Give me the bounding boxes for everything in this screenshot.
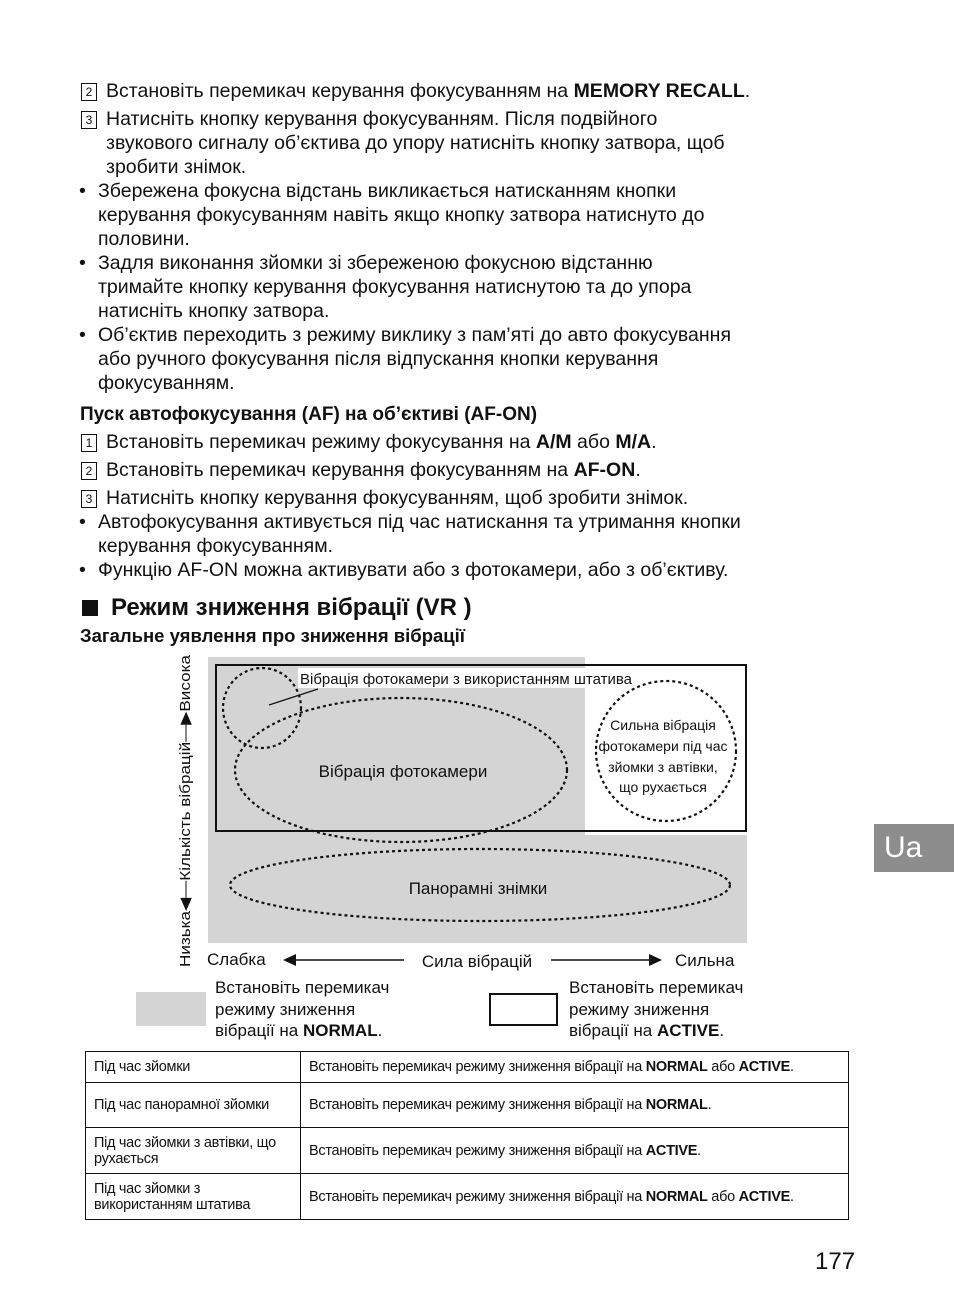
legend-normal-line: вібрації на NORMAL.: [215, 1021, 383, 1040]
step-number-1: 1: [81, 434, 97, 452]
legend-normal-line: Встановіть перемикач: [215, 978, 390, 997]
step-number-3: 3: [81, 111, 97, 129]
bullet-line: або ручного фокусування після відпускання кнопки керування: [98, 348, 659, 370]
bullet-line: половини.: [98, 228, 190, 250]
bullet-line: фокусуванням.: [98, 372, 235, 394]
panning-label: Панорамні знімки: [408, 879, 548, 898]
legend-active-swatch: [489, 993, 558, 1026]
table-cell-setting: Встановіть перемикач режиму зниження вібрації на ACTIVE.: [301, 1128, 849, 1174]
afon-step-2: Встановіть перемикач керування фокусуванням на AF-ON.: [106, 459, 641, 481]
x-axis-label: Сила вібрацій: [421, 952, 533, 971]
x-axis-arrowhead-right: [649, 954, 662, 966]
step-3-line: звукового сигналу об’єктива до упору натисніть кнопку затвора, щоб: [106, 132, 725, 154]
table-cell-situation: Під час панорамної зйомки: [86, 1083, 301, 1128]
table-row: [86, 1083, 849, 1128]
vr-subtitle: Загальне уявлення про зниження вібрації: [80, 625, 465, 646]
afon-step-1: Встановіть перемикач режиму фокусування на A/M або M/A.: [106, 431, 657, 453]
y-axis-label: Низька◀—Кількість вібрацій—▶Висока: [177, 693, 194, 967]
vehicle-label-line: зйомки з автівки,: [608, 759, 718, 775]
x-axis-weak: Слабка: [207, 950, 266, 969]
table-cell-setting: Встановіть перемикач режиму зниження вібрації на NORMAL.: [301, 1083, 849, 1128]
step-number-3: 3: [81, 490, 97, 508]
table-cell-setting: Встановіть перемикач режиму зниження вібрації на NORMAL або ACTIVE.: [301, 1052, 849, 1083]
bullet-line: Збережена фокусна відстань викликається натисканням кнопки: [98, 180, 677, 202]
step-number-2: 2: [81, 462, 97, 480]
legend-normal-swatch: [136, 992, 206, 1026]
table-cell-setting: Встановіть перемикач режиму зниження вібрації на NORMAL або ACTIVE.: [301, 1174, 849, 1220]
vr-title: Режим зниження вібрації (VR ): [111, 594, 472, 621]
vehicle-label-line: Сильна вібрація: [610, 717, 716, 733]
tripod-label: Вібрація фотокамери з використанням штатива: [300, 672, 633, 688]
bullet-marker: •: [79, 511, 86, 533]
step-3-line: зробити знімок.: [106, 156, 247, 178]
legend-active-line: Встановіть перемикач: [569, 978, 744, 997]
section-square-icon: [82, 600, 98, 616]
step-number-2: 2: [81, 83, 97, 101]
vehicle-label-line: фотокамери під час: [598, 738, 728, 754]
legend-active-line: вібрації на ACTIVE.: [569, 1021, 725, 1040]
bullet-line: Функцію AF-ON можна активувати або з фотокамери, або з об’єктиву.: [98, 559, 729, 581]
vr-settings-table: [85, 1051, 849, 1220]
bullet-line: натисніть кнопку затвора.: [98, 300, 330, 322]
step-3-line: Натисніть кнопку керування фокусуванням. Після подвійного: [106, 108, 658, 130]
bullet-marker: •: [79, 252, 86, 274]
x-axis-arrowhead-left: [283, 954, 296, 966]
step-2-text: Встановіть перемикач керування фокусуванням на MEMORY RECALL.: [106, 80, 751, 102]
x-axis-strong: Сильна: [675, 951, 735, 970]
table-cell-situation: Під час зйомки з автівки, що рухається: [86, 1128, 301, 1174]
vibration-diagram: [160, 650, 760, 980]
afon-step-3: Натисніть кнопку керування фокусуванням, щоб зробити знімок.: [106, 487, 689, 509]
table-cell-situation: Під час зйомки з використанням штатива: [86, 1174, 301, 1220]
bullet-line: тримайте кнопку керування фокусування натиснутою та до упора: [98, 276, 692, 298]
afon-heading: Пуск автофокусування (AF) на об’єктиві (AF-ON): [80, 404, 538, 425]
vehicle-label-line: що рухається: [619, 779, 707, 795]
legend-active-line: режиму зниження: [569, 1000, 710, 1019]
bullet-marker: •: [79, 559, 86, 581]
bullet-line: Об’єктив переходить з режиму виклику з пам’яті до авто фокусування: [98, 324, 731, 346]
table-row: [86, 1174, 849, 1220]
legend-normal-line: режиму зниження: [215, 1000, 356, 1019]
table-row: [86, 1128, 849, 1174]
bullet-marker: •: [79, 324, 86, 346]
camera-vibration-label: Вібрація фотокамери: [318, 762, 488, 781]
table-row: [86, 1052, 849, 1083]
language-tab: Ua: [874, 824, 954, 872]
bullet-line: керування фокусуванням навіть якщо кнопку затвора натиснуто до: [98, 204, 705, 226]
bullet-line: керування фокусуванням.: [98, 535, 334, 557]
bullet-line: Автофокусування активується під час натискання та утримання кнопки: [98, 511, 741, 533]
page-number: 177: [815, 1248, 856, 1275]
table-cell-situation: Під час зйомки: [86, 1052, 301, 1083]
bullet-line: Задля виконання зйомки зі збереженою фокусною відстанню: [98, 252, 653, 274]
bullet-marker: •: [79, 180, 86, 202]
